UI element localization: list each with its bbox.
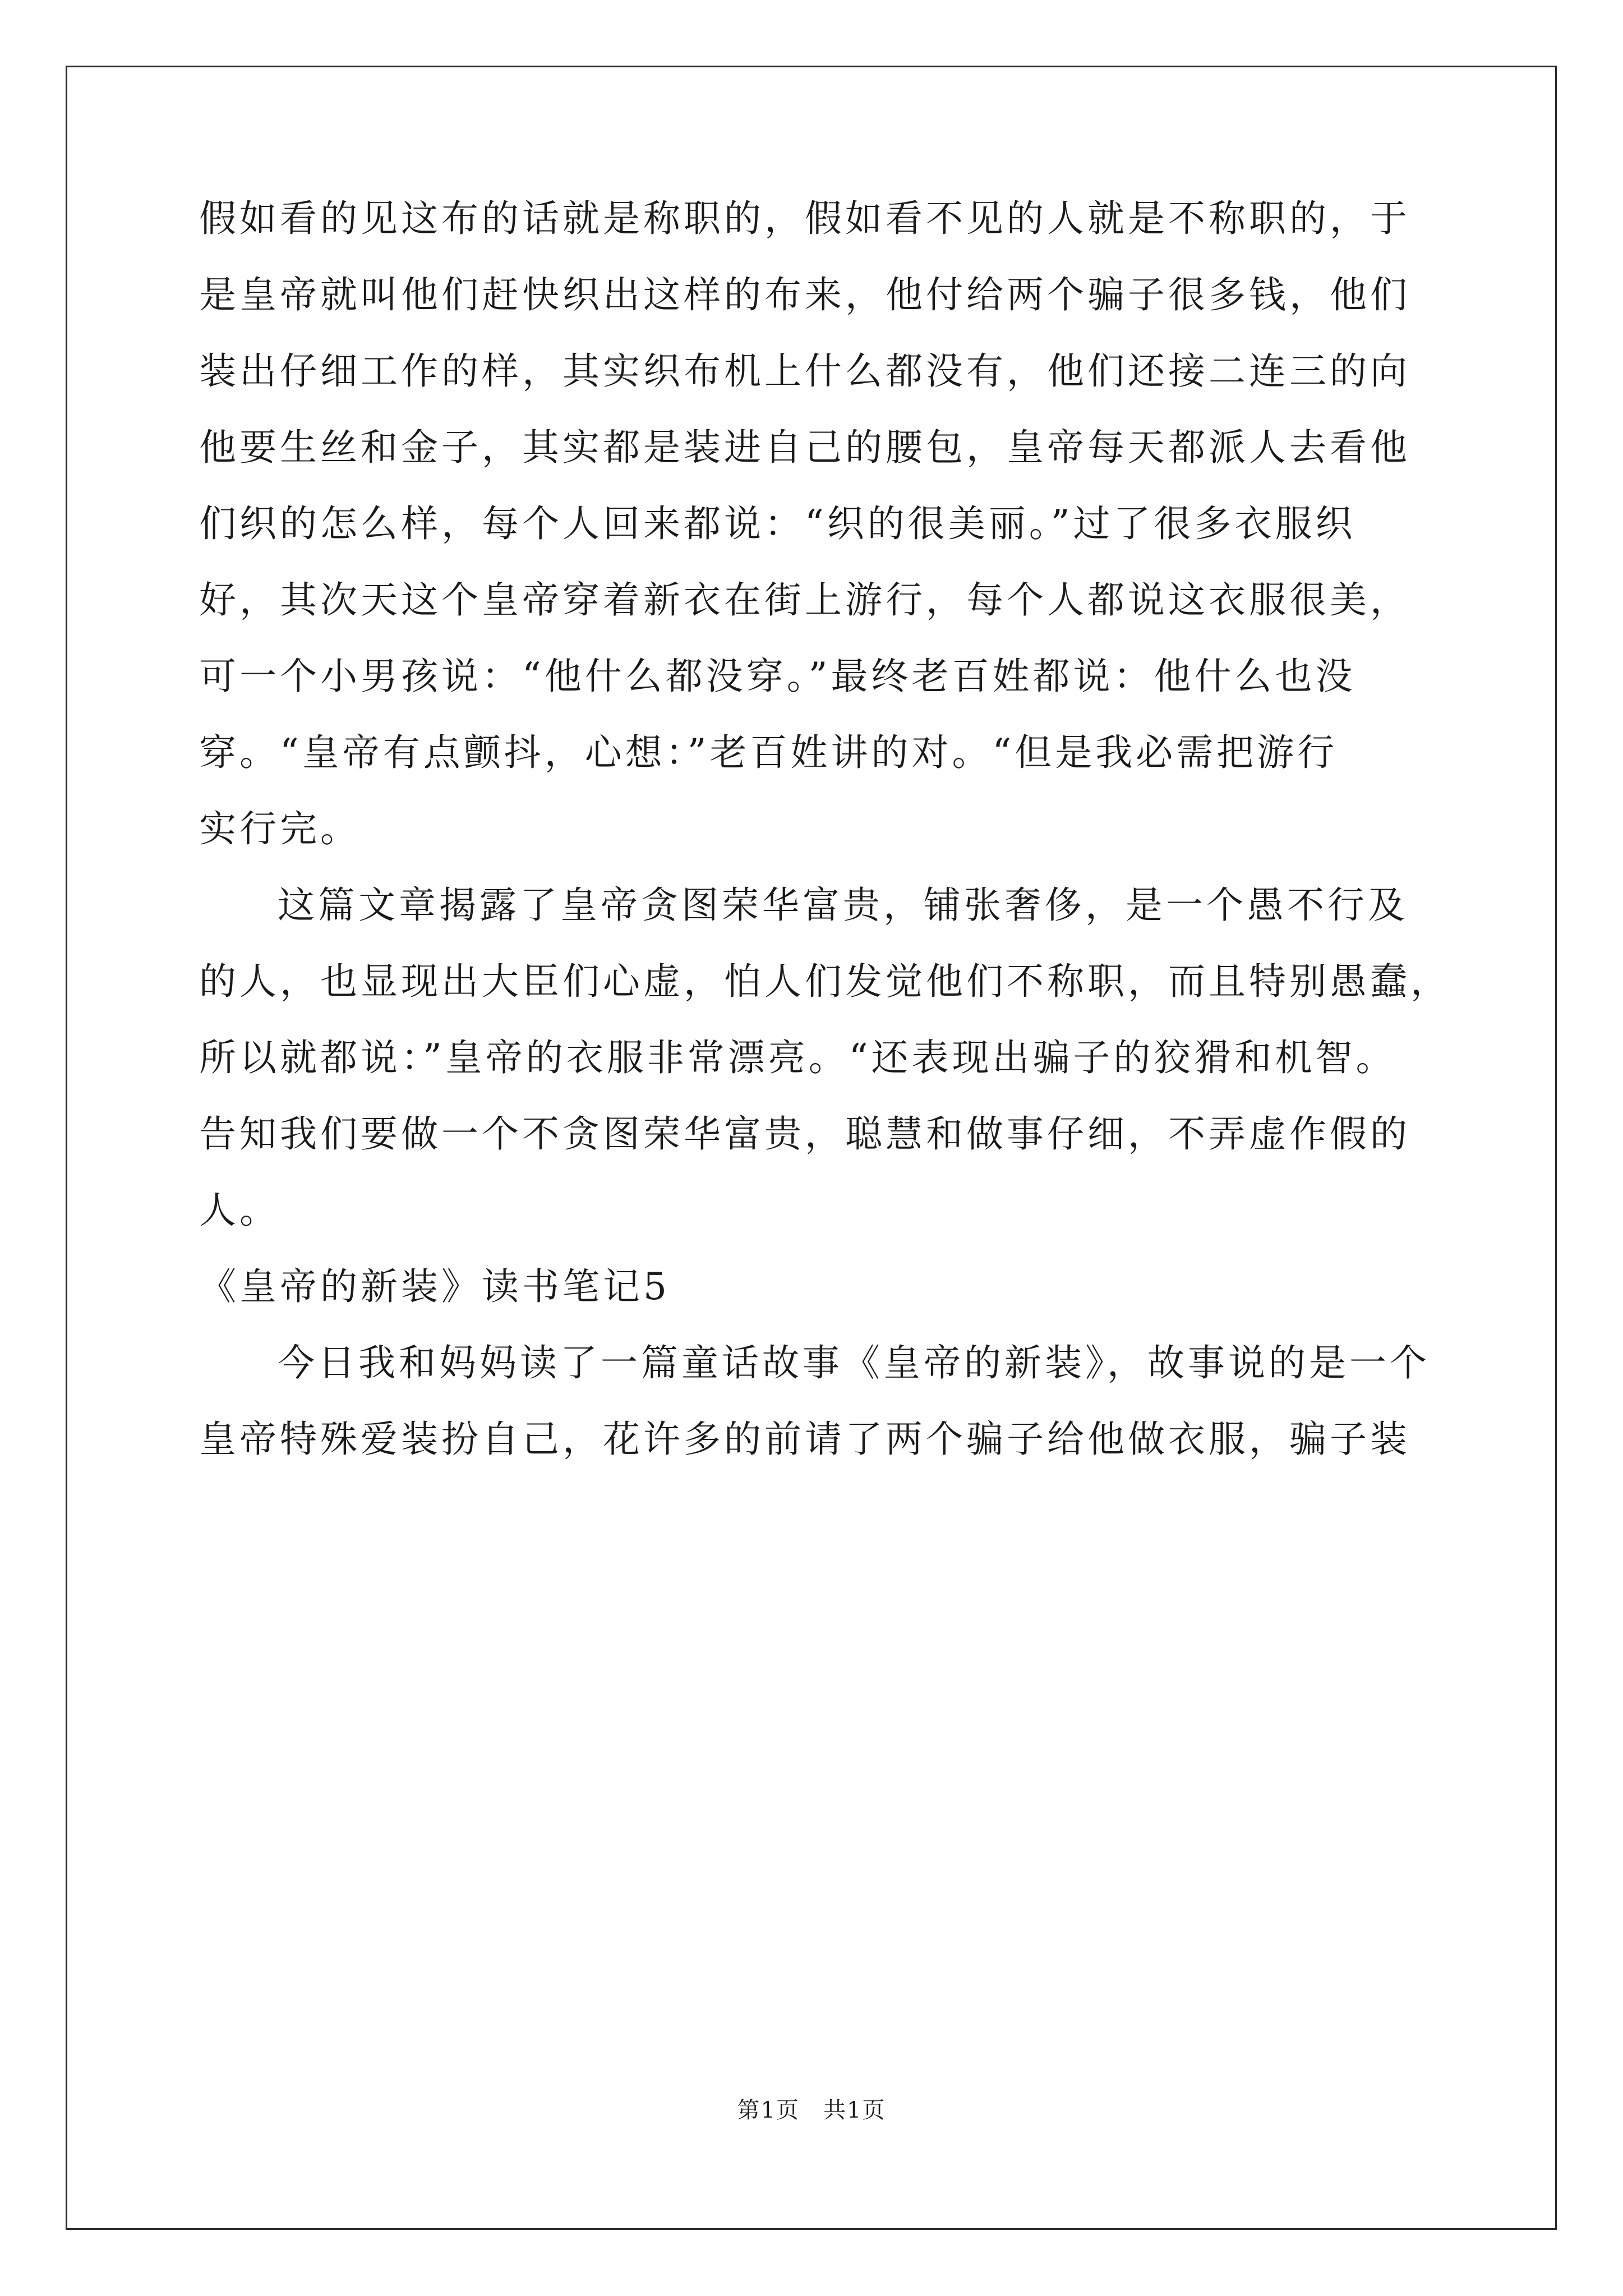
text-line: 所以就都说：”皇帝的衣服非常漂亮。“还表现出骗子的狡猾和机智。 [199, 1036, 1396, 1079]
text-line: 们织的怎么样，每个人回来都说：“织的很美丽。”过了很多衣服织 [199, 502, 1356, 545]
text-line: 告知我们要做一个不贪图荣华富贵，聪慧和做事仔细，不弄虚作假的 [199, 1112, 1410, 1156]
page-number-footer: 第1页 共1页 [737, 2097, 886, 2123]
text-line: 人。 [199, 1189, 280, 1232]
text-line: 他要生丝和金子，其实都是装进自己的腰包，皇帝每天都派人去看他 [199, 426, 1410, 469]
paragraph-first-line: 这篇文章揭露了皇帝贪图荣华富贵，铺张奢侈，是一个愚不行及 [278, 884, 1408, 927]
text-line: 装出仔细工作的样，其实织布机上什么都没有，他们还接二连三的向 [199, 349, 1410, 393]
text-line: 假如看的见这布的话就是称职的，假如看不见的人就是不称职的，于 [199, 197, 1410, 240]
section-heading: 《皇帝的新装》读书笔记5 [199, 1265, 670, 1308]
text-line: 可一个小男孩说：“他什么都没穿。”最终老百姓都说：他什么也没 [199, 655, 1356, 698]
text-line: 好，其次天这个皇帝穿着新衣在街上游行，每个人都说这衣服很美， [199, 578, 1410, 622]
text-line: 的人，也显现出大臣们心虚，怕人们发觉他们不称职，而且特别愚蠢， [199, 960, 1451, 1003]
text-line: 是皇帝就叫他们赶快织出这样的布来，他付给两个骗子很多钱，他们 [199, 273, 1410, 316]
paragraph-first-line: 今日我和妈妈读了一篇童话故事《皇帝的新装》，故事说的是一个 [278, 1341, 1430, 1384]
text-line: 实行完。 [199, 807, 361, 850]
text-line: 穿。“皇帝有点颤抖，心想：”老百姓讲的对。“但是我必需把游行 [199, 731, 1338, 774]
text-line: 皇帝特殊爱装扮自己，花许多的前请了两个骗子给他做衣服，骗子装 [199, 1418, 1410, 1461]
